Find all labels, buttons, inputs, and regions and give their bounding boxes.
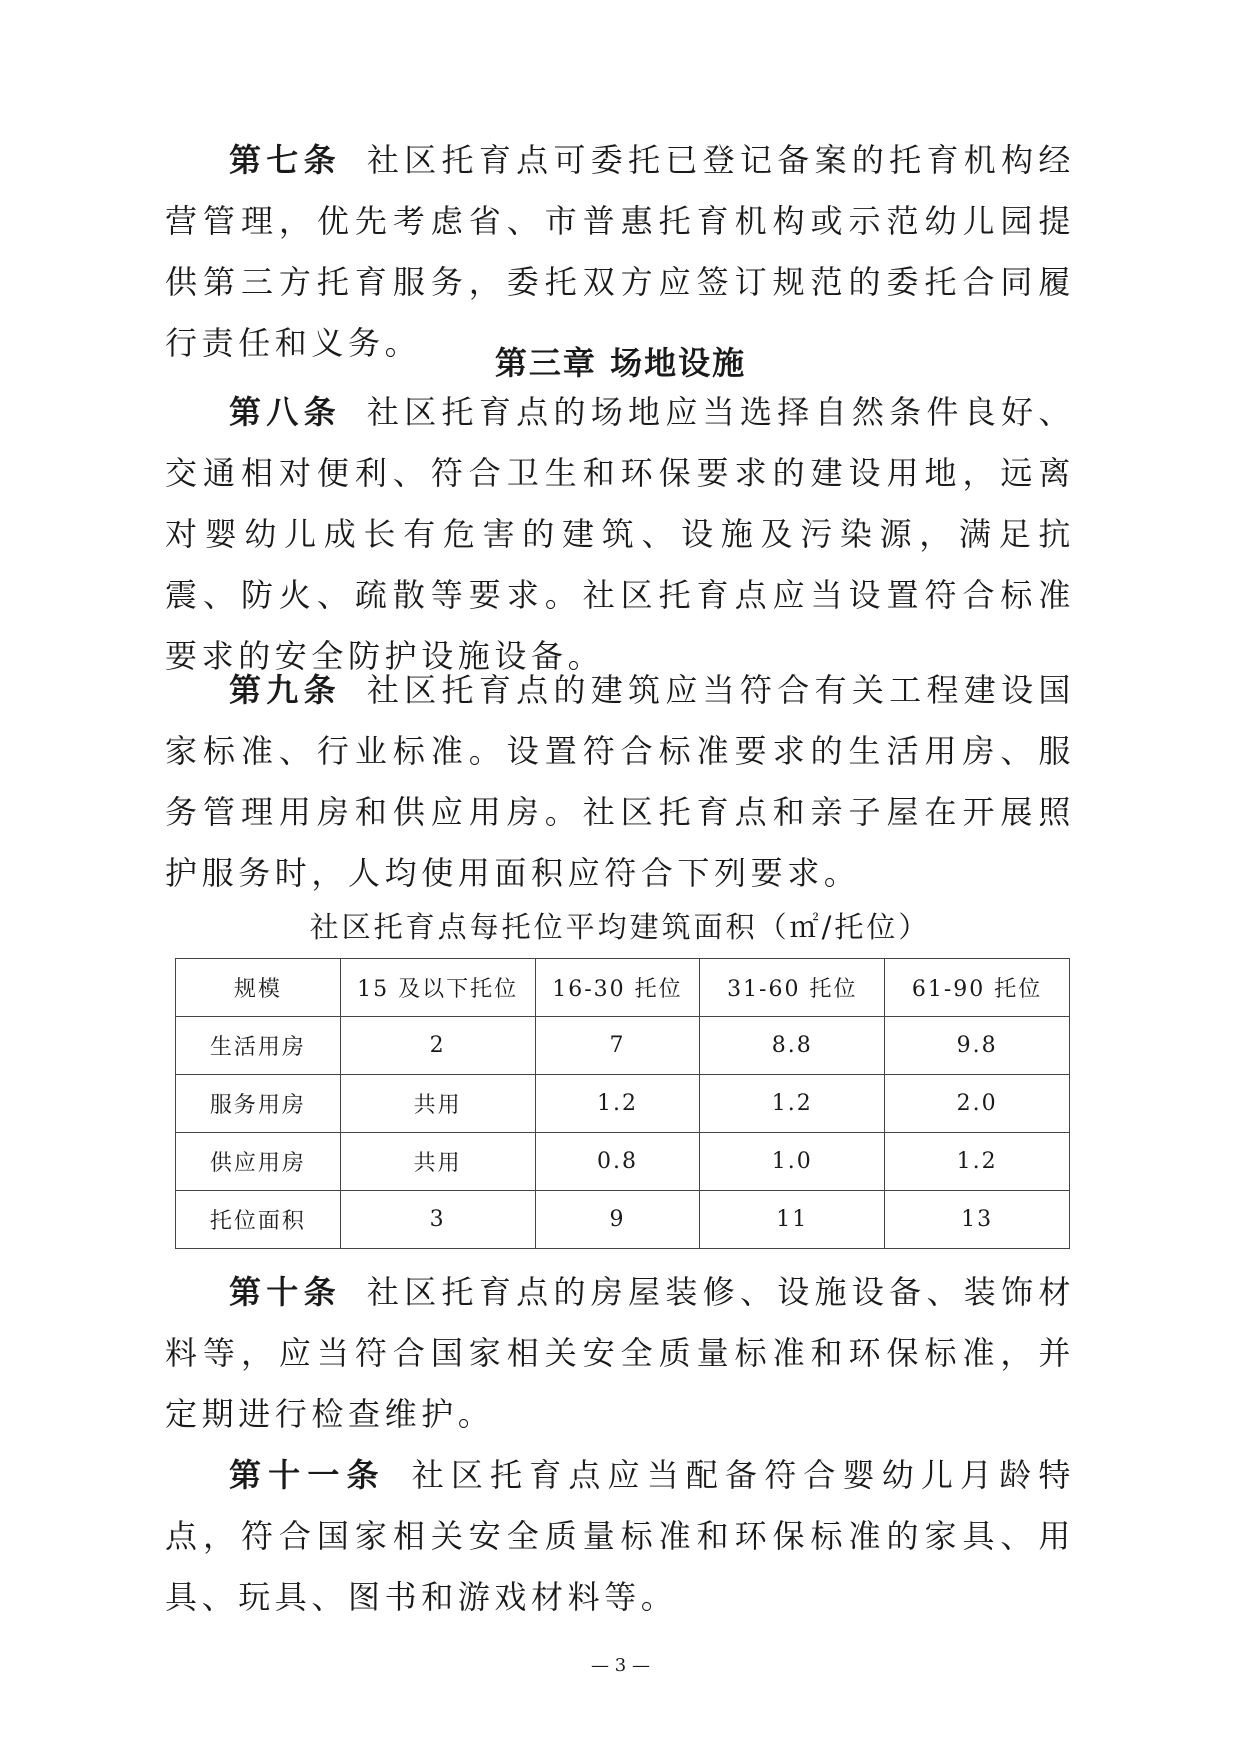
article-8 — [165, 382, 1075, 687]
table-cell: 2.0 — [885, 1075, 1070, 1133]
article-8-number: 第八条 — [229, 393, 341, 431]
article-11-text: 社区托育点应当配备符合婴幼儿月龄特点，符合国家相关安全质量标准和环保标准的家具、用具、玩具、图书和游戏材料等。 — [165, 1456, 1076, 1616]
article-10-number: 第十条 — [229, 1273, 341, 1311]
table-row — [176, 1191, 1070, 1249]
table-cell: 生活用房 — [176, 1017, 341, 1075]
table-cell: 1.2 — [535, 1075, 700, 1133]
table-header-row — [176, 959, 1070, 1017]
table-cell: 13 — [885, 1191, 1070, 1249]
table-cell: 8.8 — [700, 1017, 885, 1075]
article-10-text: 社区托育点的房屋装修、设施设备、装饰材料等，应当符合国家相关安全质量标准和环保标准，并定期进行检查维护。 — [165, 1273, 1075, 1433]
table-cell: 7 — [535, 1017, 700, 1075]
table-header-cell: 16-30 托位 — [535, 959, 700, 1017]
article-9 — [165, 660, 1075, 904]
table-row — [176, 1133, 1070, 1191]
table-cell: 共用 — [340, 1133, 535, 1191]
chapter-3-title: 第三章 场地设施 — [494, 344, 747, 382]
table-row — [176, 1075, 1070, 1133]
table-header-cell: 31-60 托位 — [700, 959, 885, 1017]
article-11 — [165, 1445, 1075, 1628]
table-cell: 1.2 — [885, 1133, 1070, 1191]
article-9-number: 第九条 — [229, 671, 341, 709]
table-cell: 1.2 — [700, 1075, 885, 1133]
table-header-cell: 15 及以下托位 — [340, 959, 535, 1017]
table-cell: 2 — [340, 1017, 535, 1075]
table-header-cell: 规模 — [176, 959, 341, 1017]
article-7-number: 第七条 — [229, 141, 341, 179]
table-cell: 供应用房 — [176, 1133, 341, 1191]
table-cell: 11 — [700, 1191, 885, 1249]
table-cell: 托位面积 — [176, 1191, 341, 1249]
table-cell: 3 — [340, 1191, 535, 1249]
table-cell: 共用 — [340, 1075, 535, 1133]
table-cell: 服务用房 — [176, 1075, 341, 1133]
article-8-text: 社区托育点的场地应当选择自然条件良好、交通相对便利、符合卫生和环保要求的建设用地，远离对婴幼儿成长有危害的建筑、设施及污染源，满足抗震、防火、疏散等要求。社区托育点应当设置符合标准要求的安全防护设施设备。 — [165, 393, 1075, 675]
page-number: — 3 — — [591, 1655, 650, 1676]
table-cell: 9.8 — [885, 1017, 1070, 1075]
table-caption: 社区托育点每托位平均建筑面积（㎡/托位） — [309, 910, 931, 944]
article-7-text: 社区托育点可委托已登记备案的托育机构经营管理，优先考虑省、市普惠托育机构或示范幼儿园提供第三方托育服务，委托双方应签订规范的委托合同履行责任和义务。 — [165, 141, 1075, 362]
area-table — [175, 958, 1070, 1249]
table-header-cell: 61-90 托位 — [885, 959, 1070, 1017]
table-cell: 1.0 — [700, 1133, 885, 1191]
article-9-text: 社区托育点的建筑应当符合有关工程建设国家标准、行业标准。设置符合标准要求的生活用房、服务管理用房和供应用房。社区托育点和亲子屋在开展照护服务时，人均使用面积应符合下列要求。 — [165, 671, 1075, 892]
table-row — [176, 1017, 1070, 1075]
article-10 — [165, 1262, 1075, 1445]
article-11-number: 第十一条 — [229, 1456, 386, 1494]
table-cell: 9 — [535, 1191, 700, 1249]
table-cell: 0.8 — [535, 1133, 700, 1191]
